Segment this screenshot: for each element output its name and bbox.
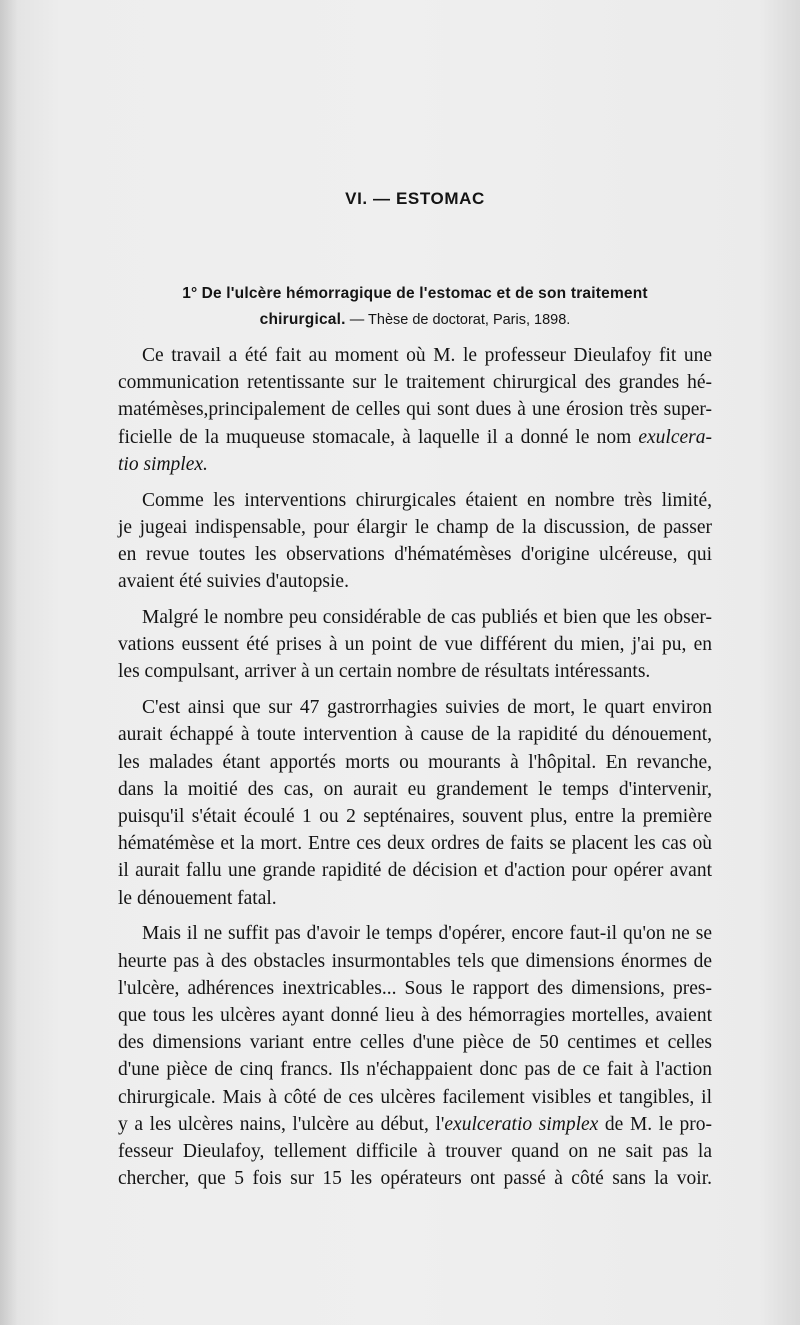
text-line: que tous les ulcères ayant donné lieu à des hémorragies mortelles, avaient: [118, 1005, 712, 1027]
text-line: en revue toutes les observations d'hématémèses d'origine ulcéreuse, qui: [118, 544, 712, 566]
text-line: matémèses,principalement de celles qui sont dues à une érosion très super-: [118, 399, 712, 421]
sub-heading-title-part2: chirurgical.: [259, 311, 346, 328]
paragraph-1: [118, 342, 712, 478]
body-text: [118, 342, 712, 1201]
text-line: [118, 1111, 712, 1138]
text-line: fesseur Dieulafoy, tellement difficile à trouver quand on ne sait pas la: [118, 1141, 712, 1163]
text-line: chirurgicale. Mais à côté de ces ulcères facilement visibles et tangibles, il: [118, 1086, 712, 1108]
text-line: d'une pièce de cinq francs. Ils n'échappaient donc pas de ce fait à l'action: [118, 1059, 712, 1081]
text-line: communication retentissante sur le traitement chirurgical des grandes hé-: [118, 372, 712, 394]
text-line: chercher, que 5 fois sur 15 les opérateurs ont passé à côté sans la voir.: [118, 1168, 712, 1190]
text-line: C'est ainsi que sur 47 gastrorrhagies suivies de mort, le quart environ: [142, 697, 712, 719]
sub-heading-title-part1: De l'ulcère hémorragique de l'estomac et de son traitement: [201, 285, 648, 302]
section-title: VI. — ESTOMAC: [345, 189, 485, 208]
text-line-part: de M. le pro-: [598, 1113, 712, 1135]
text-line: hématémèse et la mort. Entre ces deux ordres de faits se placent les cas où: [118, 833, 712, 855]
paragraph-4: [118, 694, 712, 912]
sub-heading: [118, 280, 712, 333]
text-line: [118, 424, 712, 451]
text-line: Malgré le nombre peu considérable de cas publiés et bien que les obser-: [142, 607, 712, 629]
sub-heading-line-2: [118, 306, 712, 333]
text-line: Comme les interventions chirurgicales étaient en nombre très limité,: [142, 489, 712, 511]
text-line: Ce travail a été fait au moment où M. le professeur Dieulafoy fit une: [142, 345, 712, 366]
text-line: l'ulcère, adhérences inextricables... Sous le rapport des dimensions, pres-: [118, 977, 712, 999]
text-line: Mais il ne suffit pas d'avoir le temps d'opérer, encore faut-il qu'on ne se: [142, 923, 712, 945]
text-line: le dénouement fatal.: [118, 887, 277, 909]
text-line: vations eussent été prises à un point de vue différent du mien, j'ai pu, en: [118, 634, 712, 656]
text-line-part: y a les ulcères nains, l'ulcère au début, l': [118, 1113, 445, 1135]
paragraph-5: [118, 920, 712, 1192]
text-line: des dimensions variant entre celles d'une pièce de 50 centimes et celles: [118, 1032, 712, 1054]
text-line: je jugeai indispensable, pour élargir le champ de la discussion, de passer: [118, 516, 712, 538]
text-line-part: ficielle de la muqueuse stomacale, à laquelle il a donné le nom: [118, 426, 632, 448]
text-line: heurte pas à des obstacles insurmontables tels que dimensions énormes de: [118, 950, 712, 972]
paragraph-2: [118, 487, 712, 596]
sub-heading-line-1: [118, 280, 712, 306]
text-line: [118, 451, 712, 478]
bleed-through-text: [110, 80, 790, 132]
italic-term: exulcera-: [638, 426, 712, 448]
sub-heading-number: 1°: [182, 285, 198, 302]
text-line: les compulsant, arriver à un certain nombre de résultats intéressants.: [118, 661, 651, 683]
text-line: puisqu'il s'était écoulé 1 ou 2 septénaires, souvent plus, entre la première: [118, 806, 712, 828]
text-line: dans la moitié des cas, on aurait eu grandement le temps d'intervenir,: [118, 778, 712, 800]
paragraph-3: [118, 604, 712, 686]
text-line: avaient été suivies d'autopsie.: [118, 571, 349, 593]
sub-heading-thesis: — Thèse de doctorat, Paris, 1898.: [349, 312, 571, 328]
text-line: les malades étant apportés morts ou mourants à l'hôpital. En revanche,: [118, 751, 712, 773]
text-line: il aurait fallu une grande rapidité de décision et d'action pour opérer avant: [118, 860, 712, 882]
italic-term: exulceratio simplex: [444, 1113, 599, 1135]
italic-term: tio simplex.: [118, 453, 208, 475]
text-line: aurait échappé à toute intervention à cause de la rapidité du dénouement,: [118, 724, 712, 746]
